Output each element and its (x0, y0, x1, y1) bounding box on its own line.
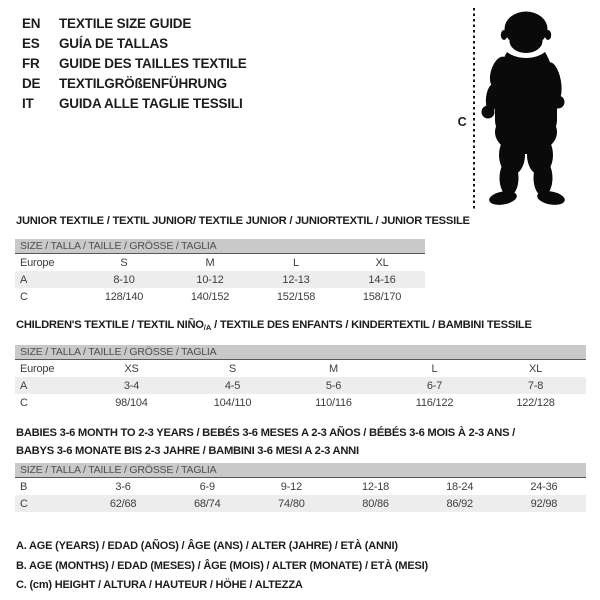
section-heading-junior: JUNIOR TEXTILE / TEXTIL JUNIOR/ TEXTILE JUNIOR / JUNIORTEXTIL / JUNIOR TESSILE (16, 215, 470, 227)
table-cell: 6-7 (384, 377, 485, 394)
children-size-table (15, 360, 586, 411)
legend-note-b: B. AGE (MONTHS) / EDAD (MESES) / ÂGE (MOIS) / ALTER (MONATE) / ETÀ (MESI) (16, 559, 428, 572)
table-cell: 98/104 (115, 396, 148, 409)
table-cell: 4-5 (182, 377, 283, 394)
table-cell: 14-16 (339, 271, 425, 288)
legend-note-c: C. (cm) HEIGHT / ALTURA / HAUTEUR / HÖHE / ALTEZZA (16, 579, 303, 591)
heading-subscript: /A (203, 323, 212, 332)
size-bar-label: SIZE / TALLA / TAILLE / GRÖSSE / TAGLIA (20, 240, 217, 252)
junior-size-table (15, 254, 425, 305)
table-cell: M (329, 362, 338, 375)
language-title: GUIDE DES TAILLES TEXTILE (59, 56, 247, 71)
row-label: Europe (20, 362, 55, 375)
babies-size-table (15, 478, 586, 512)
table-cell: 9-12 (280, 480, 302, 493)
table-cell: 5-6 (283, 377, 384, 394)
table-cell: XL (375, 256, 389, 269)
heading-line-2: BABYS 3-6 MONATE BIS 2-3 JAHRE / BAMBINI 3-6 MESI A 2-3 ANNI (16, 445, 359, 457)
section-heading-children (16, 319, 532, 332)
table-cell: 12-18 (361, 480, 390, 493)
table-cell: 7-8 (485, 377, 586, 394)
table-cell: S (228, 362, 237, 375)
language-title: GUÍA DE TALLAS (59, 36, 168, 51)
table-row-age-months (15, 478, 586, 495)
table-row-height (15, 495, 586, 512)
row-label: Europe (20, 256, 55, 269)
row-label: A (15, 377, 81, 394)
language-code: FR (22, 56, 40, 71)
section-heading-babies (16, 424, 515, 460)
table-cell: 3-4 (81, 377, 182, 394)
language-row (22, 94, 247, 114)
row-label: A (15, 271, 81, 288)
language-title: TEXTILGRÖßENFÜHRUNG (59, 76, 227, 91)
table-cell: 62/68 (81, 495, 165, 512)
table-row-age (15, 271, 425, 288)
size-bar-junior (15, 239, 425, 254)
table-cell: 24-36 (530, 480, 558, 493)
row-label: C (20, 290, 28, 303)
language-code: ES (22, 36, 40, 51)
legend-notes (16, 537, 428, 596)
table-cell: 68/74 (165, 495, 249, 512)
table-cell: L (293, 256, 299, 269)
table-cell: 158/170 (362, 290, 402, 303)
table-cell: 110/116 (315, 396, 352, 409)
table-row-europe (15, 254, 425, 271)
table-row-age (15, 377, 586, 394)
heading-line-1: BABIES 3-6 MONTH TO 2-3 YEARS / BEBÉS 3-6 MESES A 2-3 AÑOS / BÉBÉS 3-6 MOIS À 2-3 ANS / (16, 427, 516, 439)
row-label: C (15, 495, 81, 512)
table-cell: 6-9 (199, 480, 215, 493)
table-cell: 74/80 (249, 495, 333, 512)
table-cell: 8-10 (81, 271, 167, 288)
table-cell: 86/92 (418, 495, 502, 512)
table-cell: 128/140 (104, 290, 144, 303)
table-row-height (15, 394, 586, 411)
heading-text: / TEXTILE DES ENFANTS / KINDERTEXTIL / BAMBINI TESSILE (211, 319, 532, 331)
baby-silhouette-icon (481, 10, 575, 208)
language-row (22, 14, 247, 34)
table-cell: 18-24 (446, 480, 474, 493)
language-code: IT (22, 96, 34, 111)
language-row (22, 74, 247, 94)
row-label: C (20, 396, 28, 409)
table-cell: 92/98 (502, 495, 586, 512)
size-bar-children (15, 345, 586, 360)
size-bar-label: SIZE / TALLA / TAILLE / GRÖSSE / TAGLIA (20, 464, 217, 476)
table-cell: 140/152 (190, 290, 230, 303)
size-bar-label: SIZE / TALLA / TAILLE / GRÖSSE / TAGLIA (20, 346, 217, 358)
height-measure-label-c: C (457, 115, 467, 129)
table-row-height (15, 288, 425, 305)
language-title-list (22, 14, 247, 114)
table-row-europe (15, 360, 586, 377)
row-label: B (20, 480, 28, 493)
table-cell: XS (124, 362, 139, 375)
table-cell: 116/122 (415, 396, 454, 409)
language-code: EN (22, 16, 41, 31)
table-cell: 10-12 (167, 271, 253, 288)
height-measure-dashed-line (473, 8, 475, 209)
table-cell: 122/128 (516, 396, 555, 409)
heading-text: CHILDREN'S TEXTILE / TEXTIL NIÑO (16, 319, 204, 331)
legend-note-a: A. AGE (YEARS) / EDAD (AÑOS) / ÂGE (ANS) / ALTER (JAHRE) / ETÀ (ANNI) (16, 540, 398, 552)
language-code: DE (22, 76, 41, 91)
table-cell: 12-13 (253, 271, 339, 288)
table-cell: M (205, 256, 215, 269)
language-title: TEXTILE SIZE GUIDE (59, 16, 192, 31)
language-row (22, 34, 247, 54)
table-cell: XL (528, 362, 543, 375)
table-cell: L (431, 362, 438, 375)
table-cell: 80/86 (333, 495, 417, 512)
table-cell: S (120, 256, 128, 269)
table-cell: 152/158 (276, 290, 316, 303)
table-cell: 3-6 (115, 480, 131, 493)
language-row (22, 54, 247, 74)
language-title: GUIDA ALLE TAGLIE TESSILI (59, 96, 243, 111)
size-bar-babies (15, 463, 586, 478)
table-cell: 104/110 (213, 396, 252, 409)
